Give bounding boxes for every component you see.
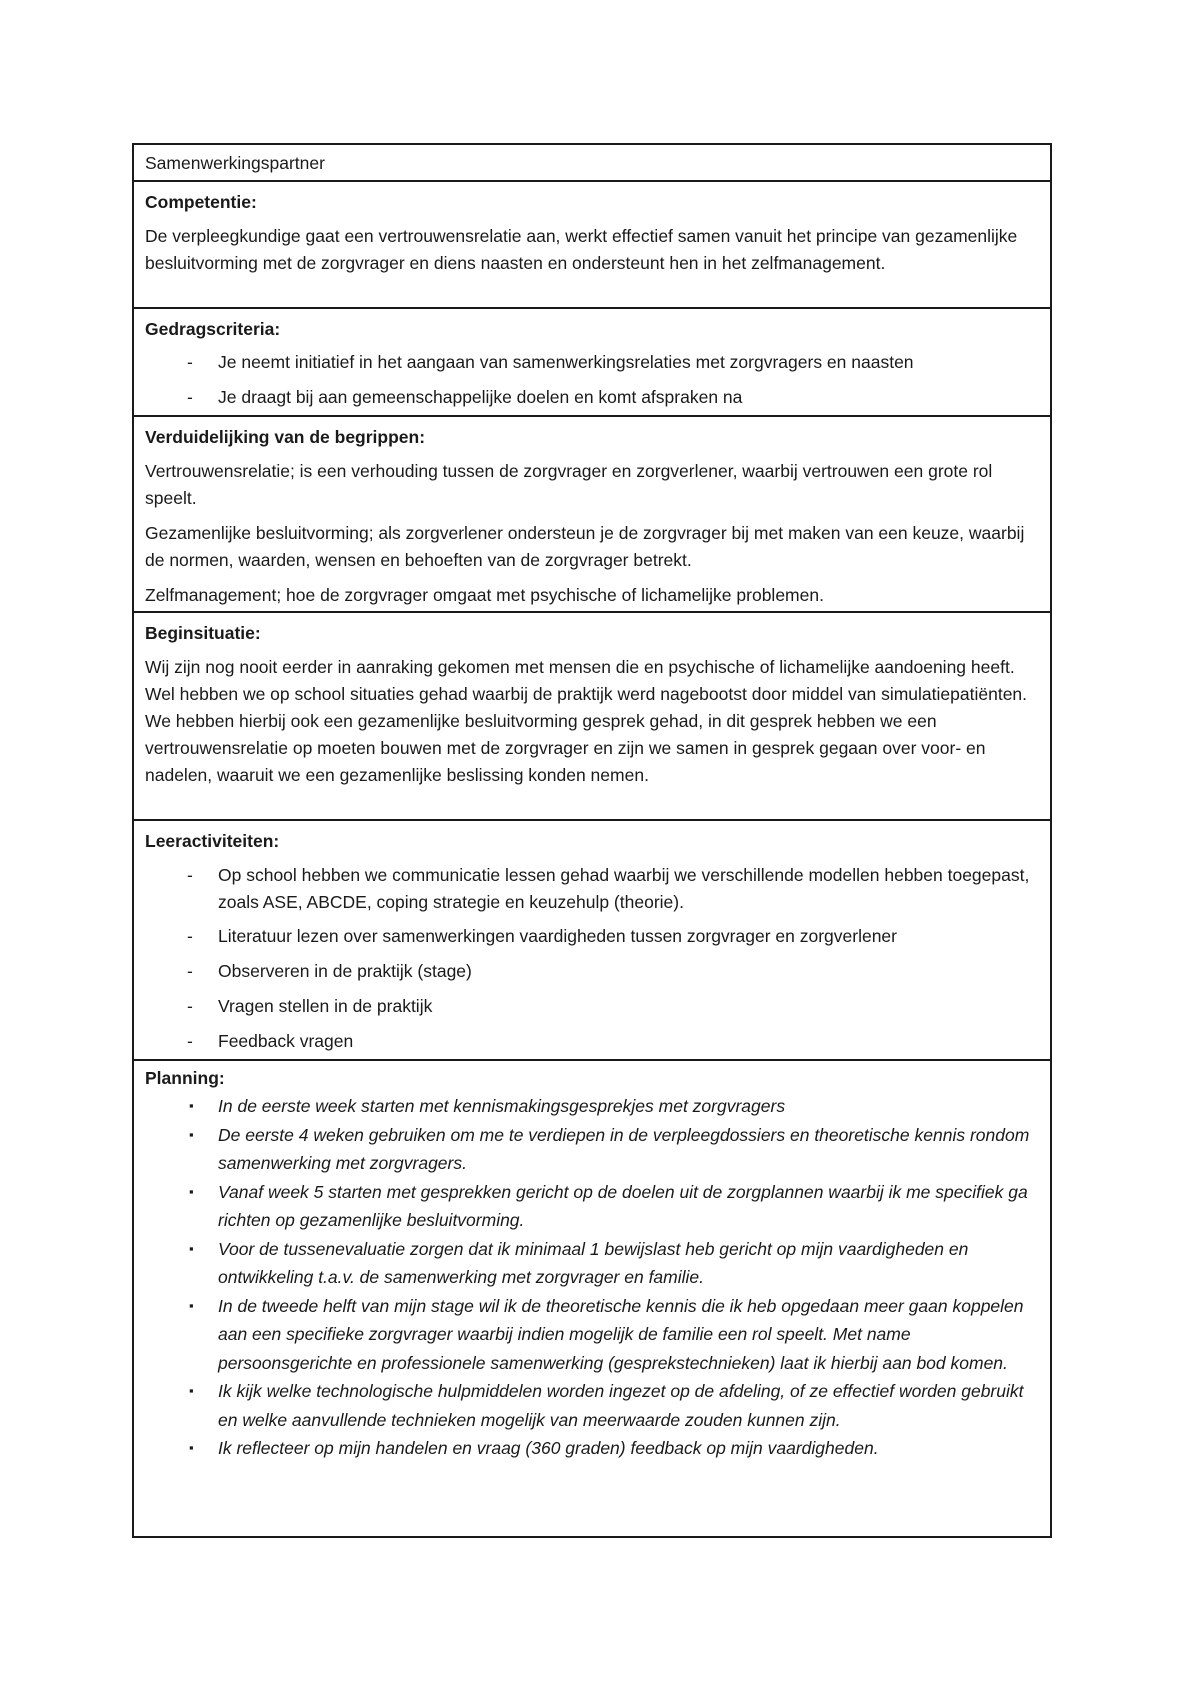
list-item: - Observeren in de praktijk (stage) xyxy=(145,958,1040,985)
competency-table xyxy=(132,143,1052,1538)
list-item: - Vragen stellen in de praktijk xyxy=(145,993,1040,1020)
gedragscriteria-list xyxy=(145,349,1040,411)
beginsituatie-heading: Beginsituatie: xyxy=(145,623,261,643)
verduidelijking-heading: Verduidelijking van de begrippen: xyxy=(145,427,426,447)
table-title: Samenwerkingspartner xyxy=(145,153,325,173)
list-item: ▪ Voor de tussenevaluatie zorgen dat ik minimaal 1 bewijslast heb gericht op mijn vaardigheden en ontwikkeling t.a.v. de samenwerking met zorgvrager en familie. xyxy=(145,1235,1040,1292)
leeractiviteiten-row xyxy=(134,821,1050,1061)
list-item: ▪ Vanaf week 5 starten met gesprekken gericht op de doelen uit de zorgplannen waarbij ik me specifiek ga richten op gezamenlijke besluitvorming. xyxy=(145,1178,1040,1235)
list-item: - Feedback vragen xyxy=(145,1028,1040,1055)
list-item: - Op school hebben we communicatie lessen gehad waarbij we verschillende modellen hebben toegepast, zoals ASE, ABCDE, coping strategie en keuzehulp (theorie). xyxy=(145,862,1040,916)
list-item: - Literatuur lezen over samenwerkingen vaardigheden tussen zorgvrager en zorgverlener xyxy=(145,923,1040,950)
list-item: ▪ Ik reflecteer op mijn handelen en vraag (360 graden) feedback op mijn vaardigheden. xyxy=(145,1434,1040,1463)
title-row xyxy=(134,145,1050,182)
definition-paragraph: Gezamenlijke besluitvorming; als zorgverlener ondersteun je de zorgvrager bij met maken van een keuze, waarbij de normen, waarden, wensen en behoeften van de zorgvrager betrekt. xyxy=(145,523,1025,570)
gedragscriteria-heading: Gedragscriteria: xyxy=(145,319,281,339)
planning-row xyxy=(134,1061,1050,1536)
beginsituatie-text: Wij zijn nog nooit eerder in aanraking gekomen met mensen die en psychische of lichamelijke aandoening heeft. Wel hebben we op school situaties gehad waarbij de praktijk werd nagebootst door middel van simulatiepatiënten. We hebben hierbij ook een gezamenlijke besluitvorming gesprek gehad, in dit gesprek hebben we een vertrouwensrelatie op moeten bouwen met de zorgvrager en zijn we samen in gesprek gegaan over voor- en nadelen, waaruit we een gezamenlijke beslissing konden nemen. xyxy=(145,657,1028,785)
list-item: ▪ In de tweede helft van mijn stage wil ik de theoretische kennis die ik heb opgedaan meer gaan koppelen aan een specifieke zorgvrager waarbij indien mogelijk de familie een rol speelt. Met name persoonsgerichte en professionele samenwerking (gesprekstechnieken) laat ik hierbij aan bod komen. xyxy=(145,1292,1040,1378)
list-item: - Je neemt initiatief in het aangaan van samenwerkingsrelaties met zorgvragers en naasten xyxy=(145,349,1040,376)
list-item: ▪ De eerste 4 weken gebruiken om me te verdiepen in de verpleegdossiers en theoretische kennis rondom samenwerking met zorgvragers. xyxy=(145,1121,1040,1178)
definition-paragraph: Vertrouwensrelatie; is een verhouding tussen de zorgvrager en zorgverlener, waarbij vertrouwen een grote rol speelt. xyxy=(145,461,993,508)
leeractiviteiten-list xyxy=(145,862,1040,1055)
competentie-text: De verpleegkundige gaat een vertrouwensrelatie aan, werkt effectief samen vanuit het principe van gezamenlijke besluitvorming met de zorgvrager en diens naasten en ondersteunt hen in het zelfmanagement. xyxy=(145,226,1018,273)
beginsituatie-row xyxy=(134,613,1050,821)
list-item: - Je draagt bij aan gemeenschappelijke doelen en komt afspraken na xyxy=(145,384,1040,411)
leeractiviteiten-heading: Leeractiviteiten: xyxy=(145,831,280,851)
list-item: ▪ In de eerste week starten met kennismakingsgesprekjes met zorgvragers xyxy=(145,1092,1040,1121)
definition-paragraph: Zelfmanagement; hoe de zorgvrager omgaat met psychische of lichamelijke problemen. xyxy=(145,585,824,605)
gedragscriteria-row xyxy=(134,309,1050,417)
list-item: ▪ Ik kijk welke technologische hulpmiddelen worden ingezet op de afdeling, of ze effectief worden gebruikt en welke aanvullende technieken mogelijk van meerwaarde zouden kunnen zijn. xyxy=(145,1377,1040,1434)
verduidelijking-row xyxy=(134,417,1050,613)
planning-list xyxy=(145,1092,1040,1463)
competentie-heading: Competentie: xyxy=(145,192,257,212)
planning-heading: Planning: xyxy=(145,1068,225,1088)
competentie-row xyxy=(134,182,1050,309)
